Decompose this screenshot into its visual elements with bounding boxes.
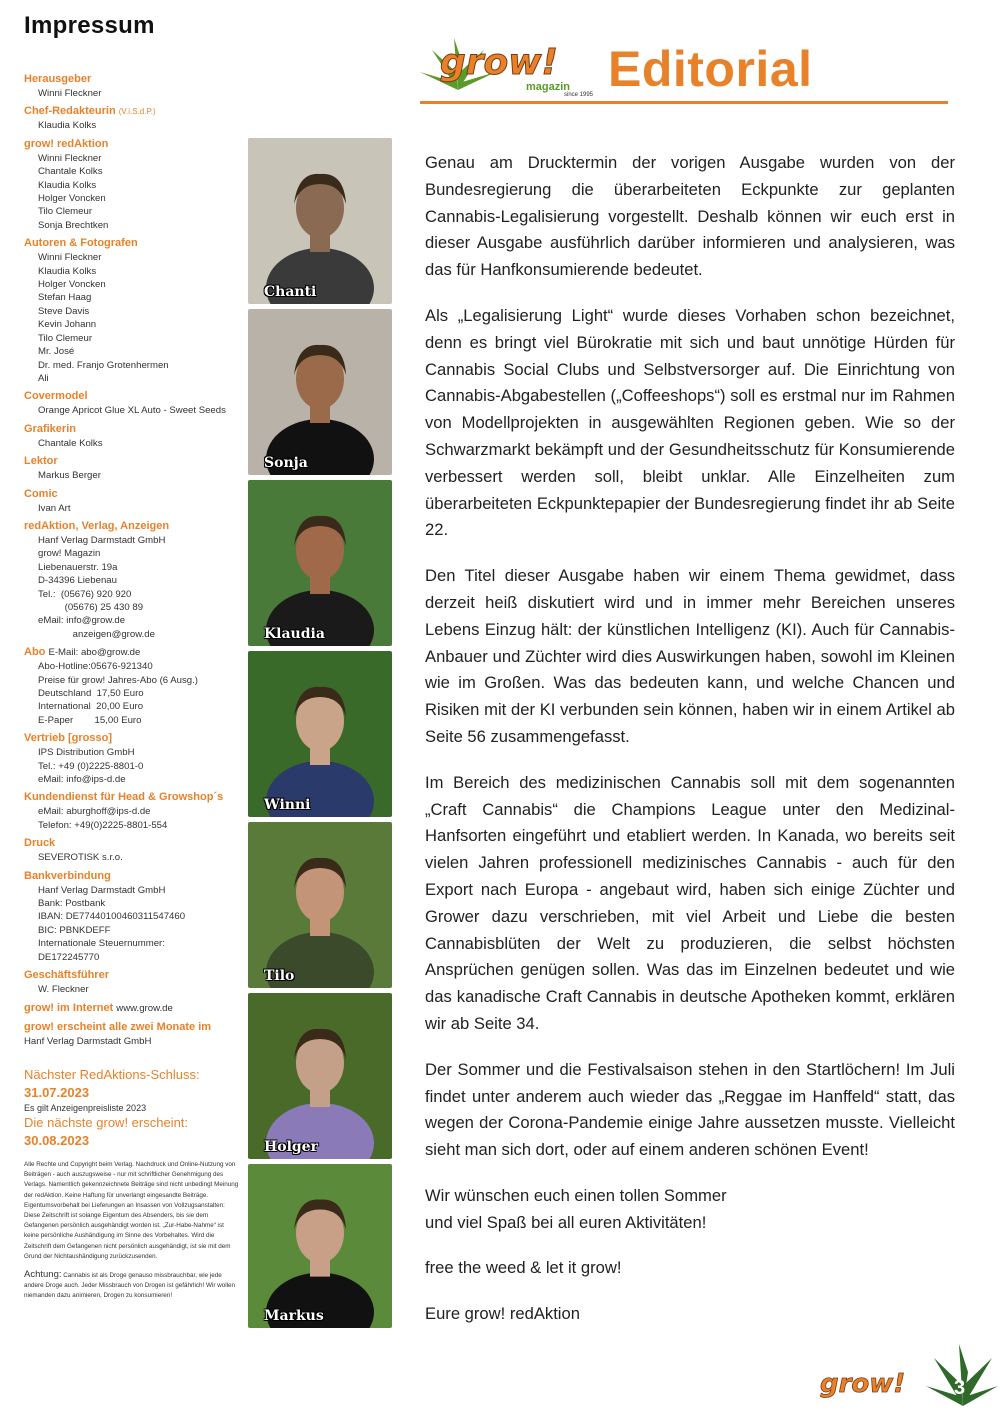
section-heading-text: Comic (24, 487, 58, 500)
section-line: eMail: info@ips-d.de (38, 774, 126, 786)
portrait-image (248, 480, 392, 646)
section-line: (05676) 25 430 89 (38, 601, 144, 613)
section-line: Chantale Kolks (38, 437, 103, 449)
closing-line-1: Wir wünschen euch einen tollen Sommer (425, 1185, 727, 1205)
section-heading (24, 104, 240, 119)
section-line: Hanf Verlag Darmstadt GmbH (24, 1035, 152, 1047)
impressum-section (24, 422, 240, 450)
section-heading-text: Herausgeber (24, 73, 92, 85)
section-line: Ivan Art (38, 502, 71, 514)
impressum-column (24, 68, 240, 1301)
closing-line-2: und viel Spaß bei all euren Aktivitäten! (425, 1212, 707, 1232)
section-line: Sonja Brechtken (38, 219, 109, 231)
footer-logo (818, 1340, 998, 1410)
portrait-image (248, 138, 392, 304)
section-line: Steve Davis (38, 305, 90, 317)
section-heading (24, 389, 240, 404)
section-heading-text: Autoren & Fotografen (24, 237, 138, 250)
section-line: Bank: Postbank (38, 898, 106, 910)
section-heading (24, 519, 240, 534)
impressum-section (24, 487, 240, 515)
editorial-rule (420, 101, 948, 104)
section-heading (24, 731, 240, 746)
section-heading-text: Lektor (24, 455, 58, 468)
team-photo (248, 651, 392, 817)
section-line: Chantale Kolks (38, 166, 103, 178)
section-line: Preise für grow! Jahres-Abo (6 Ausg.) (38, 674, 198, 686)
impressum-section (24, 869, 240, 964)
section-line: Liebenauerstr. 19a (38, 561, 118, 573)
photo-caption: Tilo (264, 968, 295, 984)
team-photo (248, 993, 392, 1159)
portrait-image (248, 993, 392, 1159)
section-inline-value: E-Mail: abo@grow.de (48, 647, 141, 659)
section-line: anzeigen@grow.de (38, 628, 155, 640)
impressum-section (24, 1020, 240, 1048)
section-line: IPS Distribution GmbH (38, 747, 135, 759)
section-heading-text: redAktion, Verlag, Anzeigen (24, 519, 170, 532)
photo-caption: Chanti (264, 284, 317, 300)
section-line: Telefon: +49(0)2225-8801-554 (38, 819, 168, 831)
team-photo (248, 1164, 392, 1328)
section-heading (24, 487, 240, 502)
section-line: Klaudia Kolks (38, 265, 97, 277)
section-heading-text: Bankverbindung (24, 869, 111, 882)
section-line: Winni Fleckner (38, 152, 102, 164)
warning-text: Cannabis ist als Droge genauso missbrauchbar, wie jede andere Droge auch. Jeder Missbrauch von Drogen ist gefährlich! Wir wollen niemanden dazu animieren, Drogen zu konsumieren! (24, 1271, 236, 1299)
legal-notice: Alle Rechte und Copyright beim Verlag. Nachdruck und Online-Nutzung von Beiträgen - auch auszugsweise - nur mit schriftlicher Genehmigung des Verlags. Namentlich gekennzeichnete Beiträge sind nicht unbedingt Meinung der redAktion. Keine Haftung für unverlangt eingesandte Beiträge. Eigentumsvorbehalt bei Lieferungen an Insassen von Vollzugsanstalten: Diese Zeitschrift ist solange Eigentum des Absenders, bis sie dem Gefangenen persönlich ausgehändigt worden ist. „Zur-Habe-Nahme“ ist keine persönliche Aushändigung im Sinne des Vorbehaltes. Wird die Zeitschrift dem Gefangenen nicht persönlich ausgehändigt, ist sie mit dem Grund der Nichtaushändigung zurückzusenden. (24, 1160, 239, 1260)
section-line: Stefan Haag (38, 292, 92, 304)
portrait-image (248, 1164, 392, 1328)
section-line: Dr. med. Franjo Grotenhermen (38, 359, 169, 371)
section-line: Holger Voncken (38, 193, 106, 205)
section-heading (24, 454, 240, 469)
section-line: Winni Fleckner (38, 252, 102, 264)
section-heading (24, 236, 240, 251)
section-line: Holger Voncken (38, 279, 106, 291)
photo-caption: Sonja (264, 455, 308, 471)
section-heading-text: grow! erscheint alle zwei Monate im (24, 1020, 212, 1033)
impressum-section (24, 790, 240, 832)
section-line: E-Paper 15,00 Euro (38, 714, 142, 726)
section-line: eMail: aburghoff@ips-d.de (38, 806, 151, 818)
page-number: 3 (954, 1377, 966, 1399)
impressum-section (24, 836, 240, 864)
section-line: Ali (38, 372, 49, 384)
section-heading-text: Vertrieb [grosso] (24, 732, 113, 745)
editorial-paragraph: Der Sommer und die Festivalsaison stehen in den Startlöchern! Im Juli findet unter anderem auch wieder das „Reggae im Hanffeld“ statt, das wegen der Corona-Pandemie einige Jahre aussetzen musste. Vielleicht sieht man sich dort, oder auf einem anderen schönen Event! (425, 1059, 955, 1160)
team-photo (248, 480, 392, 646)
grow-logo-word: grow! (440, 42, 558, 83)
section-heading-text: grow! redAktion (24, 137, 109, 150)
editorial-title: Editorial (608, 41, 813, 97)
section-line: Klaudia Kolks (38, 120, 97, 132)
photo-caption: Klaudia (264, 626, 325, 642)
price-list-note: Es gilt Anzeigenpreisliste 2023 (24, 1102, 147, 1113)
grow-logo (418, 28, 608, 102)
section-line: Hanf Verlag Darmstadt GmbH (38, 534, 166, 546)
editorial-paragraph: Genau am Drucktermin der vorigen Ausgabe wurden von der Bundesregierung die überarbeiteten Eckpunkte zur geplanten Cannabis-Legalisierung vorgestellt. Deshalb können wir euch erst in dieser Ausgabe ausführlich darüber informieren und analysieren, was das für Hanfkonsumierende bedeutet. (425, 153, 955, 280)
section-line: Winni Fleckner (38, 88, 102, 99)
section-heading (24, 1001, 240, 1016)
team-photo (248, 309, 392, 475)
section-line: W. Fleckner (38, 984, 89, 996)
section-line: Tilo Clemeur (38, 332, 93, 344)
section-heading-text: Covermodel (24, 390, 88, 403)
section-line: DE172245770 (38, 951, 100, 963)
section-heading (24, 422, 240, 437)
impressum-section (24, 236, 240, 385)
section-line: Tel.: +49 (0)2225-8801-0 (38, 760, 144, 772)
editorial-paragraph: Den Titel dieser Ausgabe haben wir einem Thema gewidmet, dass derzeit heiß diskutiert wird und in immer mehr Bereichen unseres Lebens Einzug hält: der künstlichen Intelligenz (KI). Auch für Cannabis-Anbauer und Züchter wird dies Auswirkungen haben, sowohl im Kleinen wie im Großen. Was das bedeuten kann, und welche Chancen und Risiken mit der KI verbunden sein können, haben wir in einem Artikel ab Seite 56 zusammengefasst. (425, 566, 955, 746)
portrait-image (248, 309, 392, 475)
section-heading-text: Kundendienst für Head & Growshop´s (24, 791, 224, 804)
photo-caption: Markus (264, 1308, 324, 1324)
section-line: BIC: PBNKDEFF (38, 924, 111, 936)
section-line: SEVEROTISK s.r.o. (38, 852, 123, 864)
section-line: Kevin Johann (38, 319, 97, 331)
impressum-section (24, 968, 240, 996)
section-heading-sub: (V.i.S.d.P.) (118, 107, 156, 117)
warning-label: Achtung: (24, 1268, 62, 1280)
next-issue-label: Die nächste grow! erscheint: (24, 1114, 189, 1130)
next-deadline-date: 31.07.2023 (24, 1084, 90, 1100)
footer-logo-word: grow! (820, 1369, 906, 1399)
section-heading (24, 645, 240, 660)
impressum-section (24, 1001, 240, 1016)
impressum-section (24, 72, 240, 100)
impressum-section (24, 389, 240, 417)
editorial-body (425, 150, 955, 1347)
section-heading (24, 1020, 240, 1035)
section-line: eMail: info@grow.de (38, 615, 126, 627)
section-line: Internationale Steuernummer: (38, 938, 165, 950)
impressum-title: Impressum (24, 12, 155, 39)
section-heading (24, 137, 240, 152)
section-heading-text: Druck (24, 837, 56, 850)
motto: free the weed & let it grow! (425, 1258, 622, 1278)
section-line: International 20,00 Euro (38, 701, 144, 713)
section-heading (24, 72, 240, 87)
impressum-section (24, 454, 240, 482)
impressum-section (24, 645, 240, 727)
team-photo (248, 138, 392, 304)
section-line: Mr. José (38, 346, 75, 358)
editorial-paragraph: Im Bereich des medizinischen Cannabis soll mit dem sogenannten „Craft Cannabis“ die Champions League unter den Medizinal-Hanfsorten eingeführt und etabliert werden. In Kanada, wo bereits seit vielen Jahren professionell medizinisches Cannabis - auch für den Export nach Europa - angebaut wird, haben sich einige Züchter und Grower dazu verschrieben, mit viel Arbeit und Liebe die besten Cannabisblüten der Welt zu produzieren, die selbst höchsten Ansprüchen genügen sollen. Was das im Einzelnen bedeutet und wie das kanadische Craft Cannabis in deutsche Apotheken kommt, erklären wir ab Seite 34. (425, 772, 955, 1033)
impressum-section (24, 519, 240, 641)
portrait-image (248, 822, 392, 988)
section-line: Orange Apricot Glue XL Auto - Sweet Seeds (38, 405, 226, 417)
team-photo (248, 822, 392, 988)
impressum-section (24, 137, 240, 232)
section-heading (24, 836, 240, 851)
photo-caption: Holger (264, 1139, 318, 1155)
editorial-paragraph: Als „Legalisierung Light“ wurde dieses Vorhaben schon bezeichnet, denn es bringt viel Bürokratie mit sich und baut unnötige Hürden für Cannabis Social Clubs und Selbstversorger auf. Die Einrichtung von Cannabis-Abgabestellen („Coffeeshops“) soll es erstmal nur im Rahmen von Modellprojekten in ausgewählten Regionen geben. Wie so der Schwarzmarkt bekämpft und der Gesundheitsschutz für Konsumierende verbessert werden soll, bleibt unklar. Alle Einzelheiten zum überarbeiteten Eckpunktepapier der Bundesregierung findet ihr ab Seite 22. (425, 305, 955, 540)
section-line: Abo-Hotline:05676-921340 (38, 661, 153, 673)
team-photos (248, 138, 392, 1333)
section-line: Hanf Verlag Darmstadt GmbH (38, 884, 166, 896)
editorial-header (418, 28, 948, 102)
next-issue-date: 30.08.2023 (24, 1132, 90, 1148)
section-heading-text: Chef-Redakteurin (24, 105, 116, 118)
section-heading (24, 790, 240, 805)
section-heading (24, 869, 240, 884)
section-inline-value: www.grow.de (116, 1002, 173, 1014)
photo-caption: Winni (264, 797, 311, 813)
section-line: Klaudia Kolks (38, 179, 97, 191)
section-line: Tel.: (05676) 920 920 (38, 588, 132, 600)
section-line: Tilo Clemeur (38, 206, 93, 218)
section-heading-text: Grafikerin (24, 422, 76, 435)
section-heading (24, 968, 240, 983)
drug-warning (24, 1270, 240, 1301)
section-line: D-34396 Liebenau (38, 575, 117, 587)
grow-logo-since: since 1995 (564, 92, 594, 98)
portrait-image (248, 651, 392, 817)
impressum-section (24, 731, 240, 786)
grow-logo-sub: magazin (526, 81, 571, 93)
next-issue-info (24, 1066, 240, 1150)
section-heading-text: grow! im Internet (24, 1001, 114, 1014)
impressum-section (24, 104, 240, 132)
section-heading-text: Abo (24, 646, 46, 659)
section-line: Markus Berger (38, 470, 101, 482)
next-deadline-label: Nächster RedAktions-Schluss: (24, 1066, 200, 1082)
signature: Eure grow! redAktion (425, 1304, 580, 1324)
section-heading-text: Geschäftsführer (24, 969, 109, 982)
section-line: IBAN: DE77440100460311547460 (38, 911, 186, 923)
section-line: grow! Magazin (38, 548, 101, 560)
section-line: Deutschland 17,50 Euro (38, 688, 144, 699)
